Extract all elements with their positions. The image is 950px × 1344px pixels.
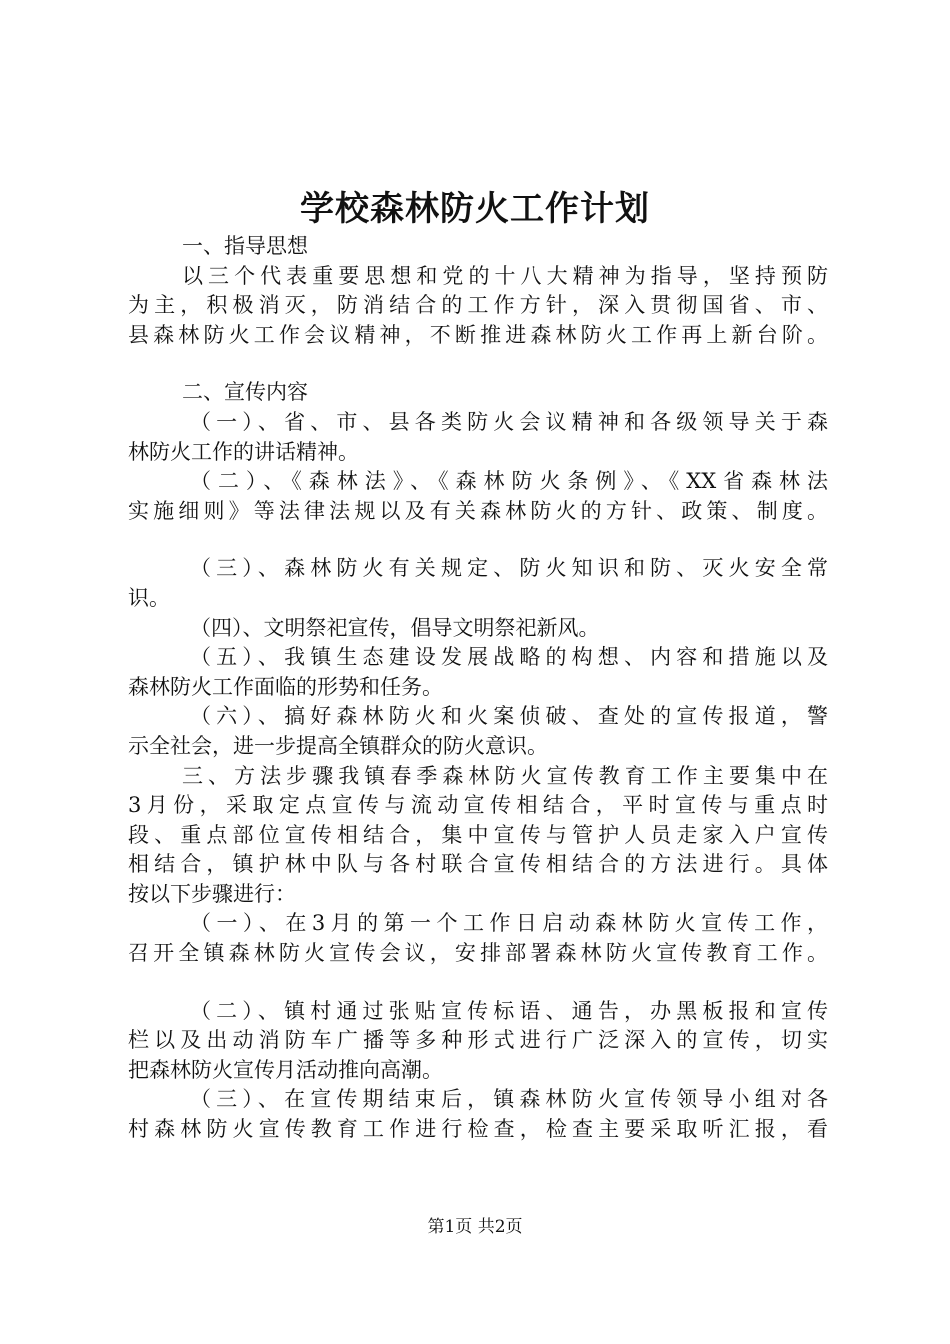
paragraph-line: （三）、在宣传期结束后，镇森林防火宣传领导小组对各: [190, 1087, 828, 1112]
paragraph-line: 把森林防火宣传月活动推向高潮。: [128, 1057, 443, 1082]
page-footer: 第1页 共2页: [427, 1217, 523, 1237]
paragraph-line: 栏以及出动消防车广播等多种形式进行广泛深入的宣传，切实: [128, 1028, 828, 1053]
paragraph-line: 村森林防火宣传教育工作进行检查，检查主要采取听汇报，看: [128, 1117, 828, 1142]
blank-line: [128, 526, 828, 554]
paragraph-line: 召开全镇森林防火宣传会议，安排部署森林防火宣传教育工作。: [128, 941, 828, 966]
paragraph-line: （四）、文明祭祀宣传，倡导文明祭祀新风。: [190, 615, 600, 640]
paragraph-line: 按以下步骤进行：: [128, 881, 296, 906]
blank-line: [128, 350, 828, 378]
section-heading: 一、指导思想: [182, 234, 308, 258]
paragraph-line: 为主，积极消灭，防消结合的工作方针，深入贯彻国省、市、: [128, 293, 828, 318]
paragraph-line: 林防火工作的讲话精神。: [128, 439, 359, 464]
blank-line: [128, 969, 828, 997]
paragraph-line: 实施细则》等法律法规以及有关森林防火的方针、政策、制度。: [128, 498, 828, 523]
paragraph-line: 3月份，采取定点宣传与流动宣传相结合，平时宣传与重点时: [128, 793, 828, 818]
paragraph-line: 示全社会，进一步提高全镇群众的防火意识。: [128, 733, 548, 758]
paragraph-line: （五）、我镇生态建设发展战略的构想、内容和措施以及: [190, 645, 828, 670]
paragraph-line: 三、方法步骤我镇春季森林防火宣传教育工作主要集中在: [182, 763, 828, 788]
document-title: 学校森林防火工作计划: [300, 189, 650, 229]
paragraph-line: （一）、省、市、县各类防火会议精神和各级领导关于森: [190, 409, 828, 434]
paragraph-line: （三）、森林防火有关规定、防火知识和防、灭火安全常: [190, 556, 828, 581]
section-heading: 二、宣传内容: [182, 380, 308, 405]
paragraph-line: 识。: [128, 585, 170, 610]
paragraph-line: 森林防火工作面临的形势和任务。: [128, 674, 443, 699]
paragraph-line: （一）、在3月的第一个工作日启动森林防火宣传工作，: [190, 911, 828, 936]
paragraph-line: 县森林防火工作会议精神，不断推进森林防火工作再上新台阶。: [128, 322, 828, 347]
document-body: [128, 232, 828, 1145]
paragraph-line: 段、重点部位宣传相结合，集中宣传与管护人员走家入户宣传: [128, 822, 828, 847]
paragraph-line: （六）、搞好森林防火和火案侦破、查处的宣传报道，警: [190, 704, 828, 729]
paragraph-line: 以三个代表重要思想和党的十八大精神为指导，坚持预防: [182, 263, 828, 288]
paragraph-line: （二）、镇村通过张贴宣传标语、通告，办黑板报和宣传: [190, 998, 828, 1023]
paragraph-line: （二）、《森林法》、《森林防火条例》、《XX省森林法: [190, 469, 828, 494]
paragraph-line: 相结合，镇护林中队与各村联合宣传相结合的方法进行。具体: [128, 852, 828, 877]
